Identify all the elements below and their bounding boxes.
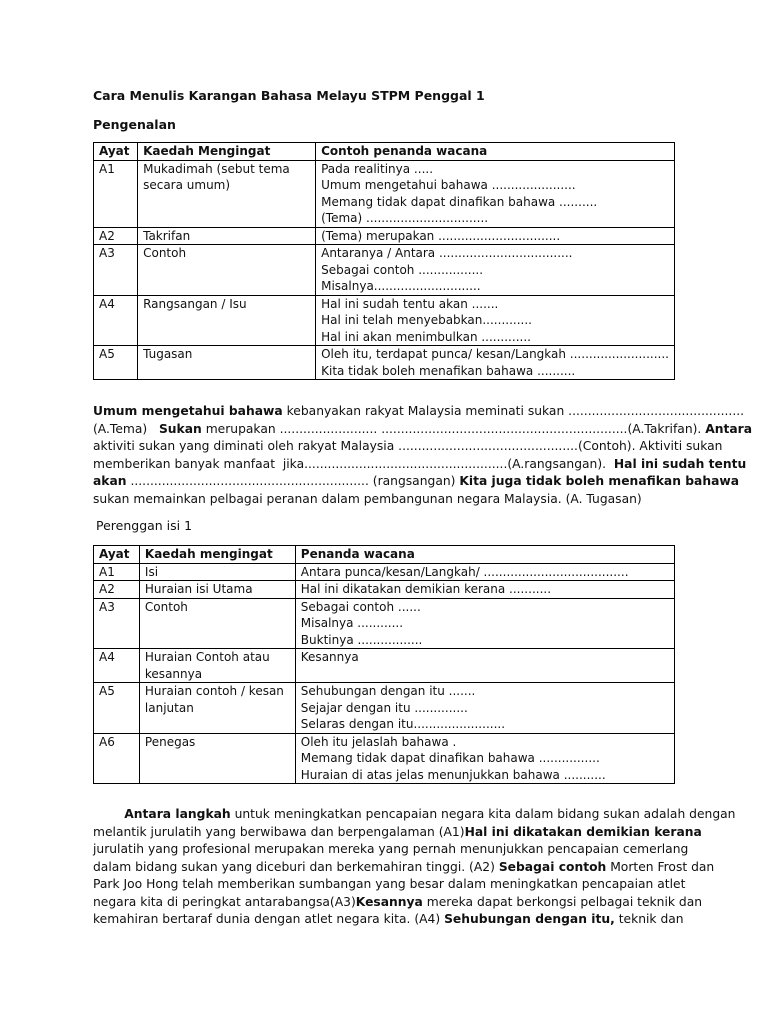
- bold-discourse-marker: Kita juga tidak boleh menafikan bahawa: [459, 474, 740, 488]
- text-segment: Morten Frost dan: [606, 859, 715, 874]
- paragraph-line: [93, 911, 683, 929]
- paragraph-line: [93, 491, 683, 509]
- contoh-line: Hal ini dikatakan demikian kerana ...........: [300, 582, 552, 596]
- contoh-line: Kita tidak boleh menafikan bahawa ..........: [321, 363, 576, 378]
- text-segment: ............................................................. (rangsangan): [126, 474, 460, 488]
- bold-discourse-marker: Sebagai contoh: [498, 859, 607, 874]
- contoh-line: Oleh itu, terdapat punca/ kesan/Langkah ..........................: [321, 347, 669, 361]
- contoh-line: Memang tidak dapat dinafikan bahawa ..........: [321, 194, 598, 209]
- contoh-line: Buktinya .................: [300, 632, 423, 647]
- contoh-line: Kesannya: [300, 650, 359, 664]
- text-segment: [93, 807, 124, 821]
- table-row: [94, 563, 675, 581]
- contoh-line: Antara punca/kesan/Langkah/ ......................................: [300, 564, 629, 579]
- text-segment: (A.Tema): [93, 421, 159, 436]
- column-header: Contoh penanda wacana: [316, 143, 675, 161]
- bold-discourse-marker: akan: [93, 474, 127, 488]
- text-segment: kemahiran bertaraf dunia dengan atlet negara kita. (A4): [93, 912, 445, 926]
- column-header: Penanda wacana: [295, 546, 674, 564]
- contoh-cell: [295, 649, 674, 683]
- ayat-cell: A1: [94, 563, 140, 581]
- contoh-line: Misalnya ............: [300, 616, 404, 630]
- ayat-cell: A5: [94, 346, 138, 380]
- table-row: [94, 160, 675, 227]
- paragraph-line: [93, 824, 702, 842]
- contoh-line: Sebagai contoh .................: [321, 262, 484, 277]
- table-row: [94, 649, 675, 683]
- paragraph-line: [93, 841, 689, 859]
- text-segment: untuk meningkatkan pencapaian negara kita dalam bidang sukan adalah dengan: [230, 807, 736, 821]
- kaedah-cell: [138, 160, 316, 227]
- body-paragraph-isi1: [93, 806, 736, 929]
- contoh-line: Selaras dengan itu........................: [300, 717, 506, 731]
- kaedah-cell: [139, 598, 295, 649]
- ayat-cell: A2: [94, 227, 138, 245]
- document-title: Cara Menulis Karangan Bahasa Melayu STPM Penggal 1: [93, 88, 485, 103]
- ayat-cell: A1: [94, 160, 138, 227]
- table-row: [94, 598, 675, 649]
- table-row: [94, 245, 675, 296]
- kaedah-line: Tugasan: [143, 347, 193, 361]
- kaedah-cell: [139, 649, 295, 683]
- text-segment: merupakan ......................... ...............................................................(A.Takrifan).: [201, 421, 706, 436]
- table-header-row: [94, 546, 675, 564]
- column-header: Kaedah mengingat: [139, 546, 295, 564]
- kaedah-line: Contoh: [144, 599, 188, 614]
- kaedah-line: Penegas: [144, 734, 196, 749]
- column-header: Kaedah Mengingat: [138, 143, 316, 161]
- kaedah-cell: [139, 563, 295, 581]
- kaedah-line: Huraian Contoh atau: [144, 650, 270, 664]
- kaedah-line: Mukadimah (sebut tema: [143, 161, 290, 176]
- text-segment: aktiviti sukan yang diminati oleh rakyat Malaysia ..............................................(Contoh). Aktiviti sukan: [93, 439, 723, 453]
- kaedah-line: Rangsangan / Isu: [143, 296, 247, 311]
- text-segment: melantik jurulatih yang berwibawa dan berpengalaman (A1): [93, 824, 465, 839]
- contoh-line: Huraian di atas jelas menunjukkan bahawa ...........: [300, 767, 606, 782]
- table-row: [94, 295, 675, 346]
- introduction-paragraph: [93, 403, 753, 508]
- text-segment: teknik dan: [614, 912, 684, 926]
- contoh-cell: [295, 563, 674, 581]
- bold-discourse-marker: Hal ini dikatakan demikian kerana: [464, 824, 702, 839]
- contoh-cell: [295, 581, 674, 599]
- contoh-line: Pada realitinya .....: [321, 161, 434, 176]
- bold-discourse-marker: Kesannya: [355, 894, 423, 909]
- contoh-cell: [316, 346, 675, 380]
- table-row: [94, 733, 675, 784]
- contoh-line: Antaranya / Antara ...................................: [321, 246, 573, 260]
- section-heading-pengenalan: Pengenalan: [93, 117, 176, 132]
- contoh-line: Misalnya............................: [321, 279, 481, 293]
- text-segment: mereka dapat berkongsi pelbagai teknik dan: [422, 894, 703, 909]
- contoh-cell: [316, 245, 675, 296]
- paragraph-line: [93, 806, 736, 824]
- bold-discourse-marker: Umum mengetahui bahawa: [93, 404, 283, 418]
- contoh-line: (Tema) merupakan ................................: [321, 228, 561, 243]
- text-segment: memberikan banyak manfaat jika....................................................(A.rangsangan).: [93, 456, 614, 471]
- paragraph-line: [93, 438, 723, 456]
- paragraph-line: [93, 894, 703, 912]
- kaedah-line: Takrifan: [143, 228, 191, 243]
- table-row: [94, 581, 675, 599]
- isi1-table: [93, 545, 675, 784]
- kaedah-cell: [139, 683, 295, 734]
- bold-discourse-marker: Antara: [705, 421, 753, 436]
- kaedah-cell: [138, 346, 316, 380]
- paragraph-line: [93, 859, 715, 877]
- section-heading-isi1: Perenggan isi 1: [96, 518, 193, 533]
- contoh-cell: [316, 160, 675, 227]
- text-segment: kebanyakan rakyat Malaysia meminati sukan .............................................: [282, 404, 745, 418]
- column-header: Ayat: [94, 143, 138, 161]
- paragraph-line: [93, 403, 745, 421]
- kaedah-cell: [139, 733, 295, 784]
- bold-discourse-marker: Sukan: [158, 421, 202, 436]
- kaedah-line: Huraian isi Utama: [144, 582, 253, 596]
- contoh-cell: [316, 227, 675, 245]
- contoh-line: Hal ini akan menimbulkan .............: [321, 329, 531, 344]
- ayat-cell: A4: [94, 649, 140, 683]
- kaedah-cell: [138, 245, 316, 296]
- contoh-cell: [316, 295, 675, 346]
- contoh-line: Oleh itu jelaslah bahawa .: [300, 734, 457, 749]
- text-segment: Park Joo Hong telah memberikan sumbangan yang besar dalam meningkatkan pencapaian atlet: [93, 877, 686, 891]
- bold-discourse-marker: Hal ini sudah tentu: [613, 456, 747, 471]
- paragraph-line: [93, 876, 686, 894]
- kaedah-cell: [138, 227, 316, 245]
- ayat-cell: A3: [94, 245, 138, 296]
- contoh-line: Sebagai contoh ......: [300, 599, 421, 614]
- table-header-row: [94, 143, 675, 161]
- contoh-line: Memang tidak dapat dinafikan bahawa ................: [300, 751, 600, 765]
- kaedah-cell: [139, 581, 295, 599]
- text-segment: negara kita di peringkat antarabangsa(A3): [93, 894, 356, 909]
- kaedah-line: Contoh: [143, 246, 187, 260]
- paragraph-line: [93, 421, 753, 439]
- contoh-line: Sehubungan dengan itu .......: [300, 684, 476, 698]
- contoh-line: Hal ini sudah tentu akan .......: [321, 296, 499, 311]
- kaedah-line: kesannya: [144, 666, 203, 681]
- contoh-cell: [295, 733, 674, 784]
- contoh-line: (Tema) ................................: [321, 211, 489, 225]
- contoh-line: Hal ini telah menyebabkan.............: [321, 313, 532, 327]
- contoh-cell: [295, 683, 674, 734]
- paragraph-line: [93, 456, 747, 474]
- ayat-cell: A3: [94, 598, 140, 649]
- text-segment: dalam bidang sukan yang diceburi dan berkemahiran tinggi. (A2): [93, 859, 499, 874]
- paragraph-line: [93, 473, 740, 491]
- table-row: [94, 227, 675, 245]
- kaedah-cell: [138, 295, 316, 346]
- bold-discourse-marker: Antara langkah: [124, 807, 231, 821]
- pengenalan-table: [93, 142, 675, 380]
- table-row: [94, 683, 675, 734]
- kaedah-line: secara umum): [143, 178, 231, 192]
- kaedah-line: lanjutan: [144, 700, 194, 715]
- table-row: [94, 346, 675, 380]
- bold-discourse-marker: Sehubungan dengan itu,: [444, 912, 615, 926]
- ayat-cell: A4: [94, 295, 138, 346]
- ayat-cell: A5: [94, 683, 140, 734]
- ayat-cell: A2: [94, 581, 140, 599]
- contoh-line: Umum mengetahui bahawa ......................: [321, 178, 576, 192]
- ayat-cell: A6: [94, 733, 140, 784]
- column-header: Ayat: [94, 546, 140, 564]
- contoh-cell: [295, 598, 674, 649]
- kaedah-line: Isi: [144, 564, 159, 579]
- contoh-line: Sejajar dengan itu ..............: [300, 700, 468, 715]
- kaedah-line: Huraian contoh / kesan: [144, 684, 284, 698]
- text-segment: sukan memainkan pelbagai peranan dalam pembangunan negara Malaysia. (A. Tugasan): [93, 491, 642, 506]
- text-segment: jurulatih yang profesional merupakan mereka yang pernah menunjukkan pencapaian cemerlang: [93, 842, 689, 856]
